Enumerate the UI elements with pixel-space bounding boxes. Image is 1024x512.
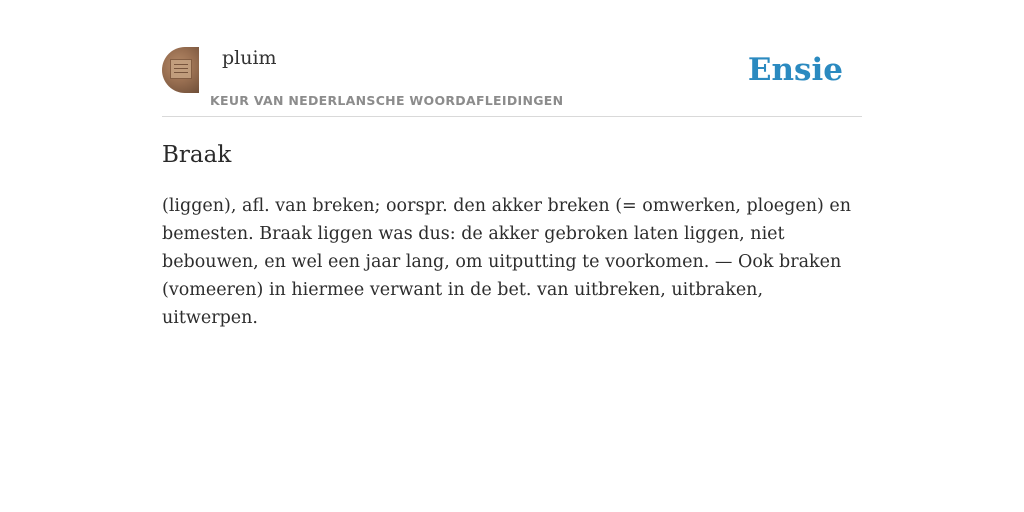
avatar[interactable] (162, 47, 199, 93)
brand-logo-link[interactable]: Ensie (747, 52, 843, 88)
book-cover-icon (170, 59, 192, 79)
source-dictionary-label[interactable]: KEUR VAN NEDERLANSCHE WOORDAFLEIDINGEN (210, 93, 564, 108)
author-username[interactable]: pluim (222, 47, 277, 69)
entry-title: Braak (162, 142, 232, 168)
entry-definition: (liggen), afl. van breken; oorspr. den akker breken (= omwerken, ploegen) en bemesten. Braak liggen was dus: de akker gebroken laten liggen, niet bebouwen, en wel een jaar lang, om uitputting te voorkomen. — Ook braken (vomeeren) in hiermee verwant in de bet. van uitbreken, uitbraken, uitwerpen. (162, 196, 852, 328)
entry-header (162, 44, 862, 117)
